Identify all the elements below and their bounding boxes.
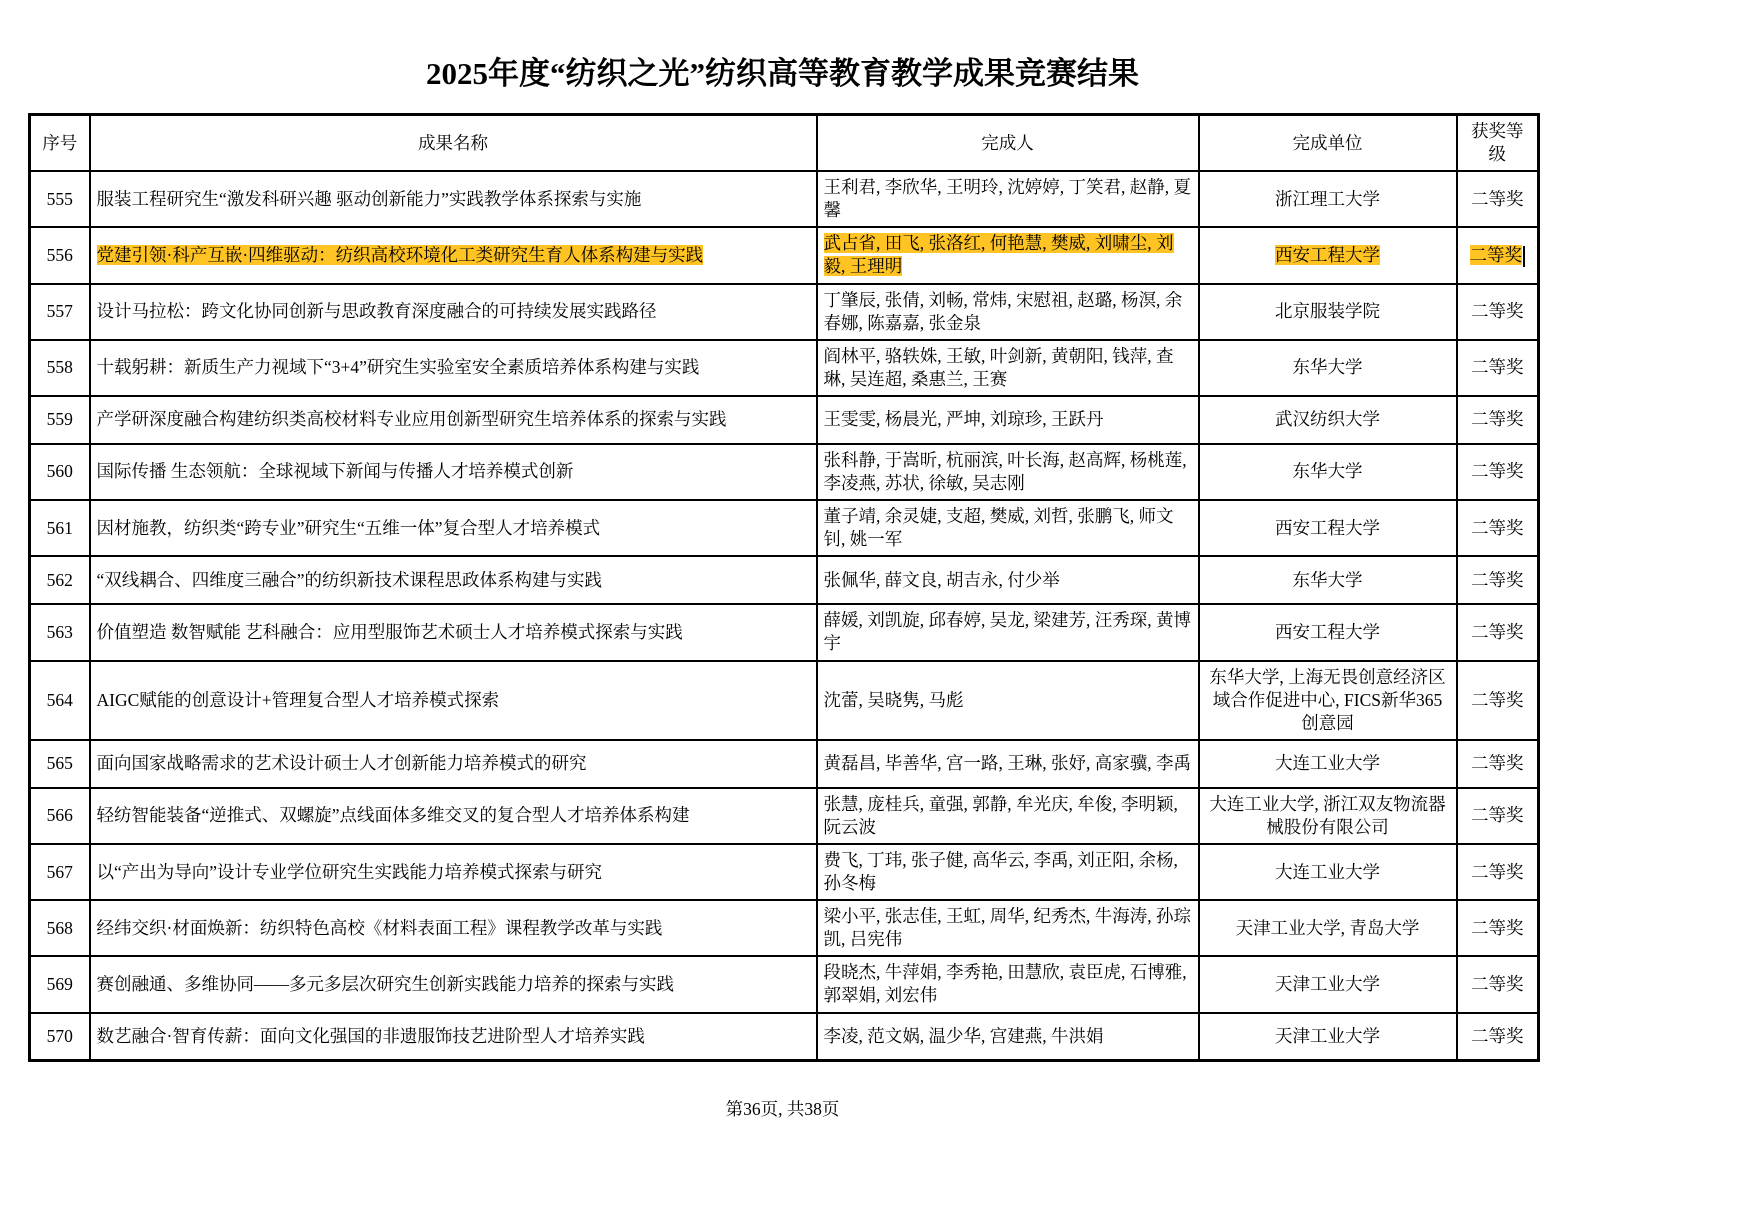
table-row <box>30 284 1539 340</box>
cell-award-level: 二等奖 <box>1457 844 1539 900</box>
cell-serial-number: 557 <box>30 284 90 340</box>
table-row <box>30 500 1539 556</box>
cell-award-level: 二等奖 <box>1457 227 1539 283</box>
cell-completers: 梁小平, 张志佳, 王虹, 周华, 纪秀杰, 牛海涛, 孙琮凯, 吕宪伟 <box>817 900 1199 956</box>
cell-completing-unit: 东华大学 <box>1199 340 1457 396</box>
cell-completing-unit: 天津工业大学, 青岛大学 <box>1199 900 1457 956</box>
cell-award-level: 二等奖 <box>1457 284 1539 340</box>
cell-achievement-name: AIGC赋能的创意设计+管理复合型人才培养模式探索 <box>90 661 817 740</box>
results-table <box>28 113 1540 1062</box>
table-row <box>30 956 1539 1012</box>
cell-serial-number: 560 <box>30 444 90 500</box>
table-row <box>30 788 1539 844</box>
cell-achievement-name: 价值塑造 数智赋能 艺科融合：应用型服饰艺术硕士人才培养模式探索与实践 <box>90 604 817 660</box>
cell-serial-number: 555 <box>30 171 90 227</box>
table-row <box>30 1013 1539 1061</box>
cell-serial-number: 564 <box>30 661 90 740</box>
cell-serial-number: 563 <box>30 604 90 660</box>
text-cursor <box>1523 246 1525 267</box>
cell-completing-unit: 武汉纺织大学 <box>1199 396 1457 444</box>
cell-serial-number: 562 <box>30 556 90 604</box>
cell-award-level: 二等奖 <box>1457 340 1539 396</box>
cell-serial-number: 565 <box>30 740 90 788</box>
cell-achievement-name: 党建引领·科产互嵌·四维驱动：纺织高校环境化工类研究生育人体系构建与实践 <box>90 227 817 283</box>
cell-completing-unit: 大连工业大学, 浙江双友物流器械股份有限公司 <box>1199 788 1457 844</box>
table-row <box>30 556 1539 604</box>
header-serial-number: 序号 <box>30 115 90 172</box>
cell-completing-unit: 大连工业大学 <box>1199 844 1457 900</box>
cell-achievement-name: 服装工程研究生“激发科研兴趣 驱动创新能力”实践教学体系探索与实施 <box>90 171 817 227</box>
cell-award-level: 二等奖 <box>1457 500 1539 556</box>
cell-completers: 董子靖, 余灵婕, 支超, 樊威, 刘哲, 张鹏飞, 师文钊, 姚一军 <box>817 500 1199 556</box>
cell-achievement-name: 面向国家战略需求的艺术设计硕士人才创新能力培养模式的研究 <box>90 740 817 788</box>
cell-achievement-name: “双线耦合、四维度三融合”的纺织新技术课程思政体系构建与实践 <box>90 556 817 604</box>
cell-serial-number: 566 <box>30 788 90 844</box>
cell-completers: 王雯雯, 杨晨光, 严坤, 刘琼珍, 王跃丹 <box>817 396 1199 444</box>
cell-award-level: 二等奖 <box>1457 956 1539 1012</box>
cell-completers: 王利君, 李欣华, 王明玲, 沈婷婷, 丁笑君, 赵静, 夏馨 <box>817 171 1199 227</box>
table-header <box>30 115 1539 172</box>
cell-completing-unit: 东华大学 <box>1199 556 1457 604</box>
cell-achievement-name: 数艺融合·智育传薪：面向文化强国的非遗服饰技艺进阶型人才培养实践 <box>90 1013 817 1061</box>
cell-achievement-name: 国际传播 生态领航：全球视域下新闻与传播人才培养模式创新 <box>90 444 817 500</box>
cell-achievement-name: 产学研深度融合构建纺织类高校材料专业应用创新型研究生培养体系的探索与实践 <box>90 396 817 444</box>
table-row-highlighted <box>30 227 1539 283</box>
page-number-footer: 第36页, 共38页 <box>725 1099 840 1120</box>
cell-completers: 沈蕾, 吴晓隽, 马彪 <box>817 661 1199 740</box>
cell-award-level: 二等奖 <box>1457 740 1539 788</box>
cell-completers: 费飞, 丁玮, 张子健, 高华云, 李禹, 刘正阳, 余杨, 孙冬梅 <box>817 844 1199 900</box>
cell-completers: 阎林平, 骆轶姝, 王敏, 叶剑新, 黄朝阳, 钱萍, 查琳, 吴连超, 桑惠兰, 王赛 <box>817 340 1199 396</box>
cell-award-level: 二等奖 <box>1457 396 1539 444</box>
cell-completers: 李凌, 范文娲, 温少华, 宫建燕, 牛洪娟 <box>817 1013 1199 1061</box>
table-row <box>30 740 1539 788</box>
cell-award-level: 二等奖 <box>1457 604 1539 660</box>
cell-completers: 黄磊昌, 毕善华, 宫一路, 王琳, 张妤, 高家骥, 李禹 <box>817 740 1199 788</box>
header-award-level: 获奖等级 <box>1457 115 1539 172</box>
cell-completers: 张佩华, 薛文良, 胡吉永, 付少举 <box>817 556 1199 604</box>
cell-achievement-name: 经纬交织·材面焕新：纺织特色高校《材料表面工程》课程教学改革与实践 <box>90 900 817 956</box>
cell-award-level: 二等奖 <box>1457 556 1539 604</box>
table-row <box>30 444 1539 500</box>
cell-completing-unit: 西安工程大学 <box>1199 227 1457 283</box>
table-row <box>30 604 1539 660</box>
cell-completing-unit: 浙江理工大学 <box>1199 171 1457 227</box>
table-row <box>30 844 1539 900</box>
cell-completers: 薛媛, 刘凯旋, 邱春婷, 吴龙, 梁建芳, 汪秀琛, 黄博宇 <box>817 604 1199 660</box>
cell-completers: 段晓杰, 牛萍娟, 李秀艳, 田慧欣, 袁臣虎, 石博雅, 郭翠娟, 刘宏伟 <box>817 956 1199 1012</box>
table-row <box>30 900 1539 956</box>
table-body <box>30 171 1539 1060</box>
cell-completing-unit: 大连工业大学 <box>1199 740 1457 788</box>
table-header-row <box>30 115 1539 172</box>
cell-serial-number: 556 <box>30 227 90 283</box>
cell-award-level: 二等奖 <box>1457 444 1539 500</box>
cell-award-level: 二等奖 <box>1457 1013 1539 1061</box>
cell-completers: 丁肇辰, 张倩, 刘畅, 常炜, 宋慰祖, 赵璐, 杨溟, 余春娜, 陈嘉嘉, 张金泉 <box>817 284 1199 340</box>
cell-award-level: 二等奖 <box>1457 900 1539 956</box>
header-completers: 完成人 <box>817 115 1199 172</box>
cell-award-level: 二等奖 <box>1457 788 1539 844</box>
cell-achievement-name: 赛创融通、多维协同——多元多层次研究生创新实践能力培养的探索与实践 <box>90 956 817 1012</box>
cell-completing-unit: 天津工业大学 <box>1199 956 1457 1012</box>
cell-completing-unit: 北京服装学院 <box>1199 284 1457 340</box>
cell-serial-number: 567 <box>30 844 90 900</box>
header-achievement-name: 成果名称 <box>90 115 817 172</box>
cell-achievement-name: 以“产出为导向”设计专业学位研究生实践能力培养模式探索与研究 <box>90 844 817 900</box>
cell-completers: 张科静, 于嵩昕, 杭丽滨, 叶长海, 赵高辉, 杨桃莲, 李凌燕, 苏状, 徐敏, 吴志刚 <box>817 444 1199 500</box>
header-completing-unit: 完成单位 <box>1199 115 1457 172</box>
cell-achievement-name: 设计马拉松：跨文化协同创新与思政教育深度融合的可持续发展实践路径 <box>90 284 817 340</box>
cell-award-level: 二等奖 <box>1457 171 1539 227</box>
cell-completing-unit: 西安工程大学 <box>1199 604 1457 660</box>
cell-achievement-name: 轻纺智能装备“逆推式、双螺旋”点线面体多维交叉的复合型人才培养体系构建 <box>90 788 817 844</box>
cell-completing-unit: 东华大学 <box>1199 444 1457 500</box>
table-row <box>30 171 1539 227</box>
cell-achievement-name: 十载躬耕：新质生产力视域下“3+4”研究生实验室安全素质培养体系构建与实践 <box>90 340 817 396</box>
cell-serial-number: 558 <box>30 340 90 396</box>
cell-completing-unit: 天津工业大学 <box>1199 1013 1457 1061</box>
cell-serial-number: 568 <box>30 900 90 956</box>
cell-serial-number: 570 <box>30 1013 90 1061</box>
cell-completers: 武占省, 田飞, 张洛红, 何艳慧, 樊威, 刘啸尘, 刘毅, 王理明 <box>817 227 1199 283</box>
cell-achievement-name: 因材施教，纺织类“跨专业”研究生“五维一体”复合型人才培养模式 <box>90 500 817 556</box>
cell-completing-unit: 东华大学, 上海无畏创意经济区域合作促进中心, FICS新华365创意园 <box>1199 661 1457 740</box>
table-row <box>30 661 1539 740</box>
cell-serial-number: 559 <box>30 396 90 444</box>
cell-serial-number: 561 <box>30 500 90 556</box>
cell-serial-number: 569 <box>30 956 90 1012</box>
cell-award-level: 二等奖 <box>1457 661 1539 740</box>
cell-completers: 张慧, 庞桂兵, 童强, 郭静, 牟光庆, 牟俊, 李明颖, 阮云波 <box>817 788 1199 844</box>
cell-completing-unit: 西安工程大学 <box>1199 500 1457 556</box>
page-title: 2025年度“纺织之光”纺织高等教育教学成果竞赛结果 <box>426 56 1139 91</box>
table-row <box>30 340 1539 396</box>
table-row <box>30 396 1539 444</box>
